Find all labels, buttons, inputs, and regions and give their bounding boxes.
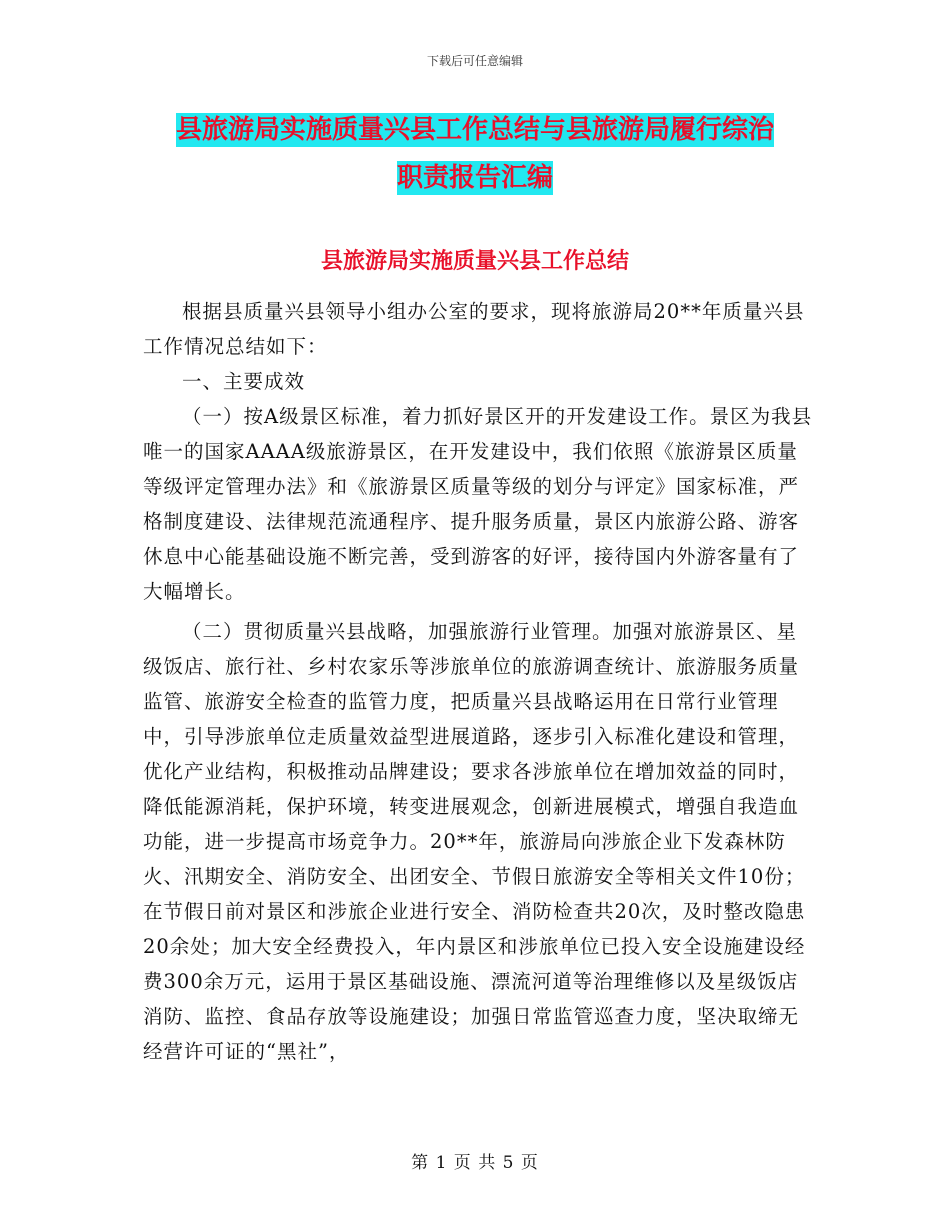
section-title: 县旅游局实施质量兴县工作总结 [320,248,629,274]
document-title [0,106,950,202]
paragraph-intro: 根据县质量兴县领导小组办公室的要求，现将旅游局20**年质量兴县工作情况总结如下： [143,300,805,358]
paragraph-item-2: （二）贯彻质量兴县战略，加强旅游行业管理。加强对旅游景区、星级饭店、旅行社、乡村农家乐等涉旅单位的旅游调查统计、旅游服务质量监管、旅游安全检查的监管力度，把质量兴县战略运用在日常行业管理中，引导涉旅单位走质量效益型进展道路，逐步引入标准化建设和管理，优化产业结构，积极推动品牌建设；要求各涉旅单位在增加效益的同时，降低能源消耗，保护环境，转变进展观念，创新进展模式，增强自我造血功能，进一步提高市场竞争力。20**年，旅游局向涉旅企业下发森林防火、汛期安全、消防安全、出团安全、节假日旅游安全等相关文件10份；在节假日前对景区和涉旅企业进行安全、消防检查共20次，及时整改隐患20余处；加大安全经费投入，年内景区和涉旅单位已投入安全设施建设经费300余万元，运用于景区基础设施、漂流河道等治理维修以及星级饭店消防、监控、食品存放等设施建设；加强日常监管巡查力度，坚决取缔无经营许可证的“黑社”， [143,620,806,1063]
paragraph-item-1: （一）按A级景区标准，着力抓好景区开的开发建设工作。景区为我县唯一的国家AAAA级旅游景区，在开发建设中，我们依照《旅游景区质量等级评定管理办法》和《旅游景区质量等级的划分与评定》国家标准，严格制度建设、法律规范流通程序、提升服务质量，景区内旅游公路、游客休息中心能基础设施不断完善，受到游客的好评，接待国内外游客量有了大幅增长。 [143,405,813,603]
page-footer-number: 第 1 页 共 5 页 [411,1153,539,1173]
document-body [143,294,815,1069]
page-header-note: 下载后可任意编辑 [426,54,523,68]
document-title-line-1: 县旅游局实施质量兴县工作总结与县旅游局履行综治 [175,115,774,145]
document-title-line-2: 职责报告汇编 [396,163,553,193]
heading-main-results: 一、主要成效 [182,370,306,393]
